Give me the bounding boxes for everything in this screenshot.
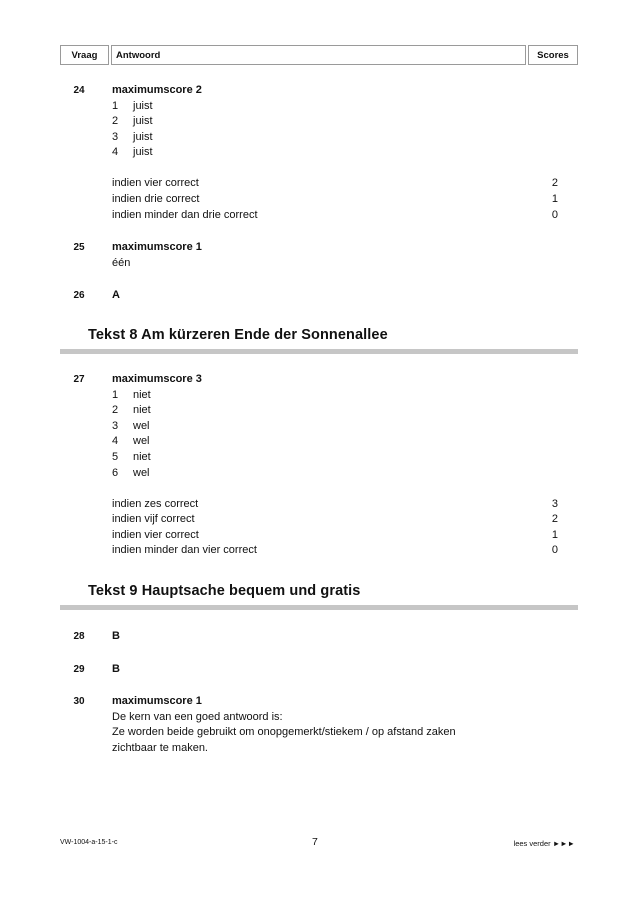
question-number: 24: [73, 85, 85, 96]
question-24: [60, 83, 558, 223]
score-row: indien minder dan drie correct 0: [112, 208, 558, 221]
question-27: [60, 372, 558, 559]
section-tekst-8: [60, 325, 578, 354]
answer-text: B: [112, 662, 120, 675]
next-page-indicator: lees verder ►►►: [513, 839, 575, 848]
section-tekst-9: [60, 581, 578, 610]
question-number: 28: [73, 631, 85, 643]
question-number: 29: [73, 663, 85, 675]
answer-text: B: [112, 630, 120, 643]
question-number: 27: [73, 374, 85, 386]
score-row: indien drie correct 1: [112, 193, 558, 206]
header-antwoord: Antwoord: [111, 45, 526, 65]
answer-content: [0, 83, 636, 757]
section-title: Tekst 9 Hauptsache bequem und gratis: [88, 583, 361, 600]
score-row: indien vier correct 1: [112, 528, 558, 541]
score-row: indien vier correct 2: [112, 177, 558, 190]
page-number: 7: [312, 836, 318, 848]
answer-line: De kern van een goed antwoord is:: [112, 710, 283, 723]
list-item: 3 wel: [112, 419, 150, 432]
question-30: [60, 694, 558, 756]
section-title: Tekst 8 Am kürzeren Ende der Sonnenallee: [88, 327, 388, 344]
list-item: 5 niet: [112, 451, 151, 463]
list-item: 1 juist: [112, 99, 153, 112]
max-score: maximumscore 1: [112, 241, 202, 254]
question-number: 30: [73, 696, 85, 708]
list-item: 2 niet: [112, 404, 151, 417]
score-row: indien vijf correct 2: [112, 513, 558, 526]
list-item: 4 juist: [112, 146, 153, 159]
header-scores: Scores: [528, 45, 578, 65]
answer-line: Ze worden beide gebruikt om onopgemerkt/stiekem / op afstand zaken: [112, 726, 456, 739]
question-number: 26: [73, 290, 85, 302]
question-29: [60, 662, 558, 678]
question-28: [60, 629, 558, 645]
exam-code: VW-1004-a-15-1-c: [60, 839, 118, 846]
list-item: 6 wel: [112, 466, 150, 479]
list-item: 1 niet: [112, 388, 151, 401]
header-vraag: Vraag: [60, 45, 109, 65]
list-item: 3 juist: [112, 130, 153, 143]
max-score: maximumscore 1: [112, 695, 202, 708]
question-25: [60, 240, 558, 271]
answer-text: A: [112, 289, 120, 302]
max-score: maximumscore 3: [112, 373, 202, 386]
table-header: [60, 45, 578, 67]
score-row: indien zes correct 3: [112, 497, 558, 510]
question-26: [60, 288, 558, 304]
answer-line: zichtbaar te maken.: [112, 742, 208, 755]
score-row: indien minder dan vier correct 0: [112, 544, 558, 557]
answer-text: één: [112, 256, 131, 269]
max-score: maximumscore 2: [112, 84, 202, 96]
question-number: 25: [73, 242, 85, 254]
list-item: 4 wel: [112, 435, 150, 448]
page-footer: [60, 836, 578, 850]
section-divider: [60, 349, 578, 354]
list-item: 2 juist: [112, 115, 153, 128]
section-divider: [60, 605, 578, 610]
